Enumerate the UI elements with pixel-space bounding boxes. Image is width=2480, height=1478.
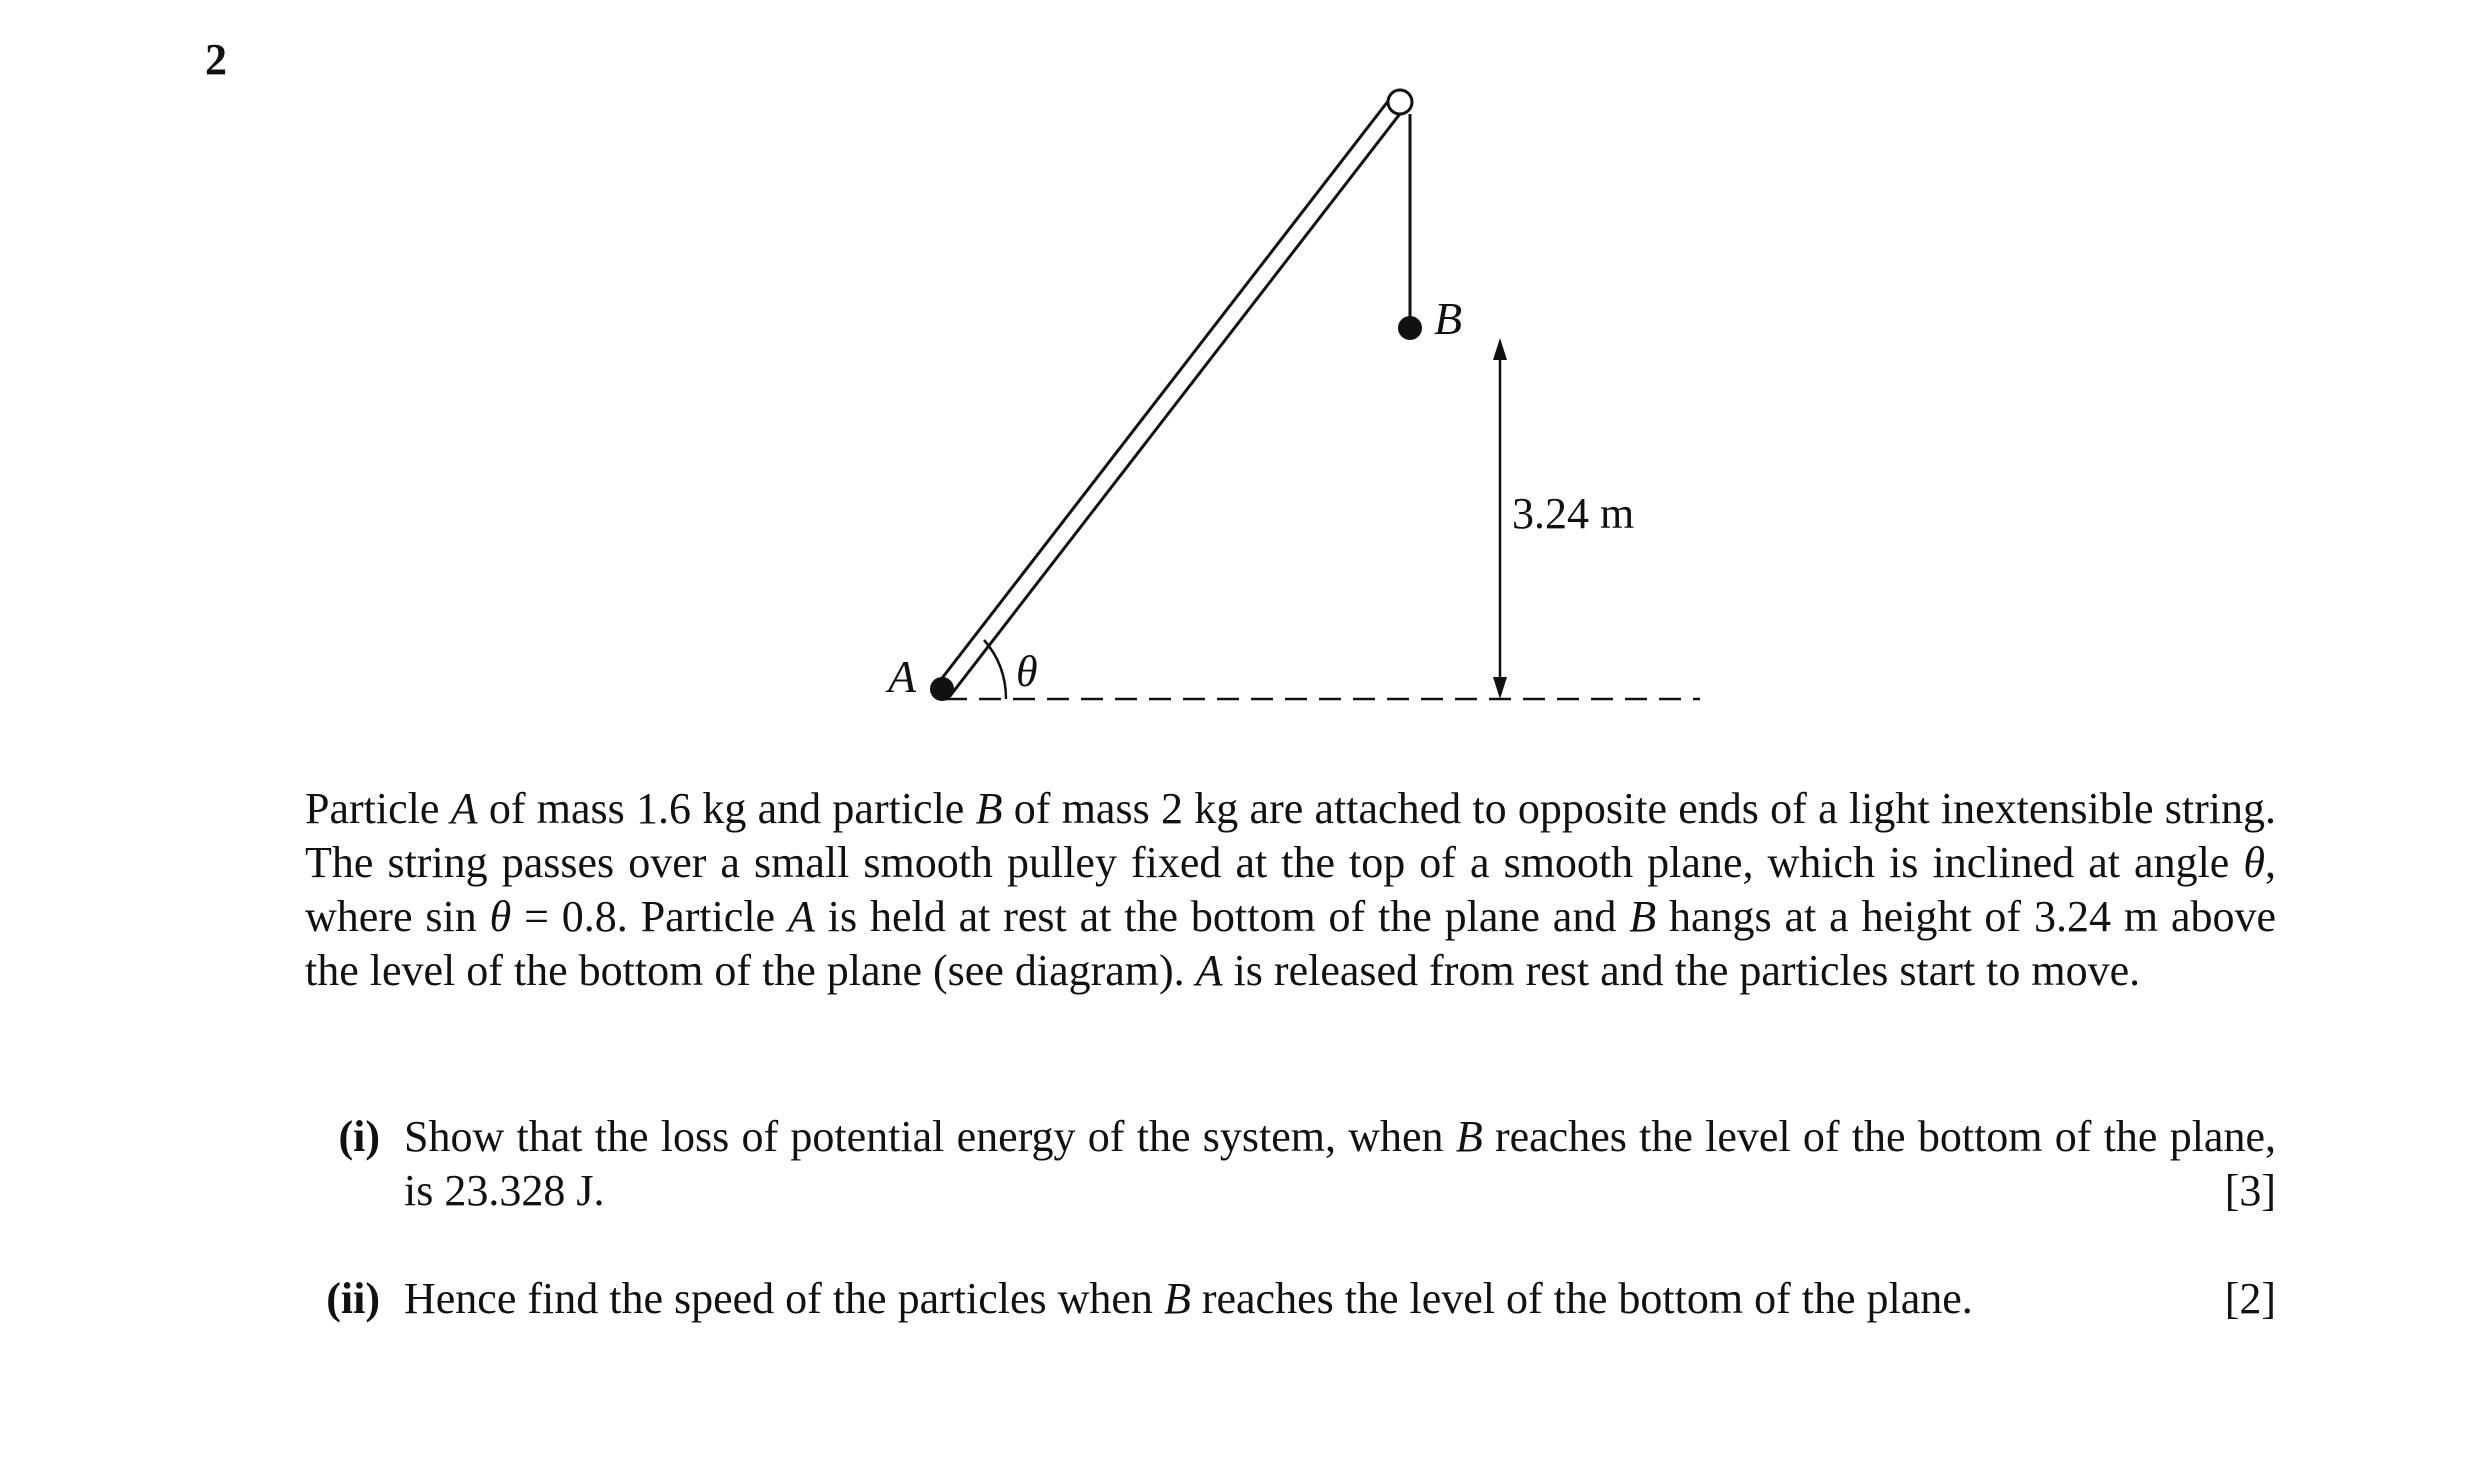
part-i-text: Show that the loss of potential energy of the system, when B reaches the level of the bottom of the plane, is 23.328 J. (404, 1112, 2276, 1215)
question-number: 2 (205, 35, 227, 84)
label-b: B (1434, 293, 1463, 344)
label-a: A (888, 651, 917, 702)
height-label: 3.24 m (1512, 489, 1635, 538)
label-theta: θ (1016, 647, 1038, 696)
particle-a (930, 677, 954, 701)
question-stem: Particle A of mass 1.6 kg and particle B of mass 2 kg are attached to opposite ends of a light inextensible string. The string passes over a small smooth pulley fixed at the top of a smooth plane, which is inclined at angle θ, where sin θ = 0.8. Particle A is held at rest at the bottom of the plane and B hangs at a height of 3.24 m above the level of the bottom of the plane (see diagram). A is released from rest and the particles start to move. (305, 784, 2277, 995)
height-arrow-head-down (1493, 677, 1507, 699)
part-ii-text: Hence find the speed of the particles when B reaches the level of the bottom of the plane. (404, 1274, 1973, 1323)
part-ii-label: (ii) (326, 1274, 380, 1323)
height-arrow-head-up (1493, 338, 1507, 360)
part-ii-marks: [2] (2224, 1274, 2276, 1323)
part-i-label: (i) (338, 1112, 380, 1161)
inclined-plane-upper (936, 96, 1392, 686)
inclined-plane-lower (950, 106, 1406, 696)
particle-b (1398, 316, 1422, 340)
part-i-marks: [3] (2224, 1166, 2276, 1215)
pulley (1388, 90, 1412, 114)
